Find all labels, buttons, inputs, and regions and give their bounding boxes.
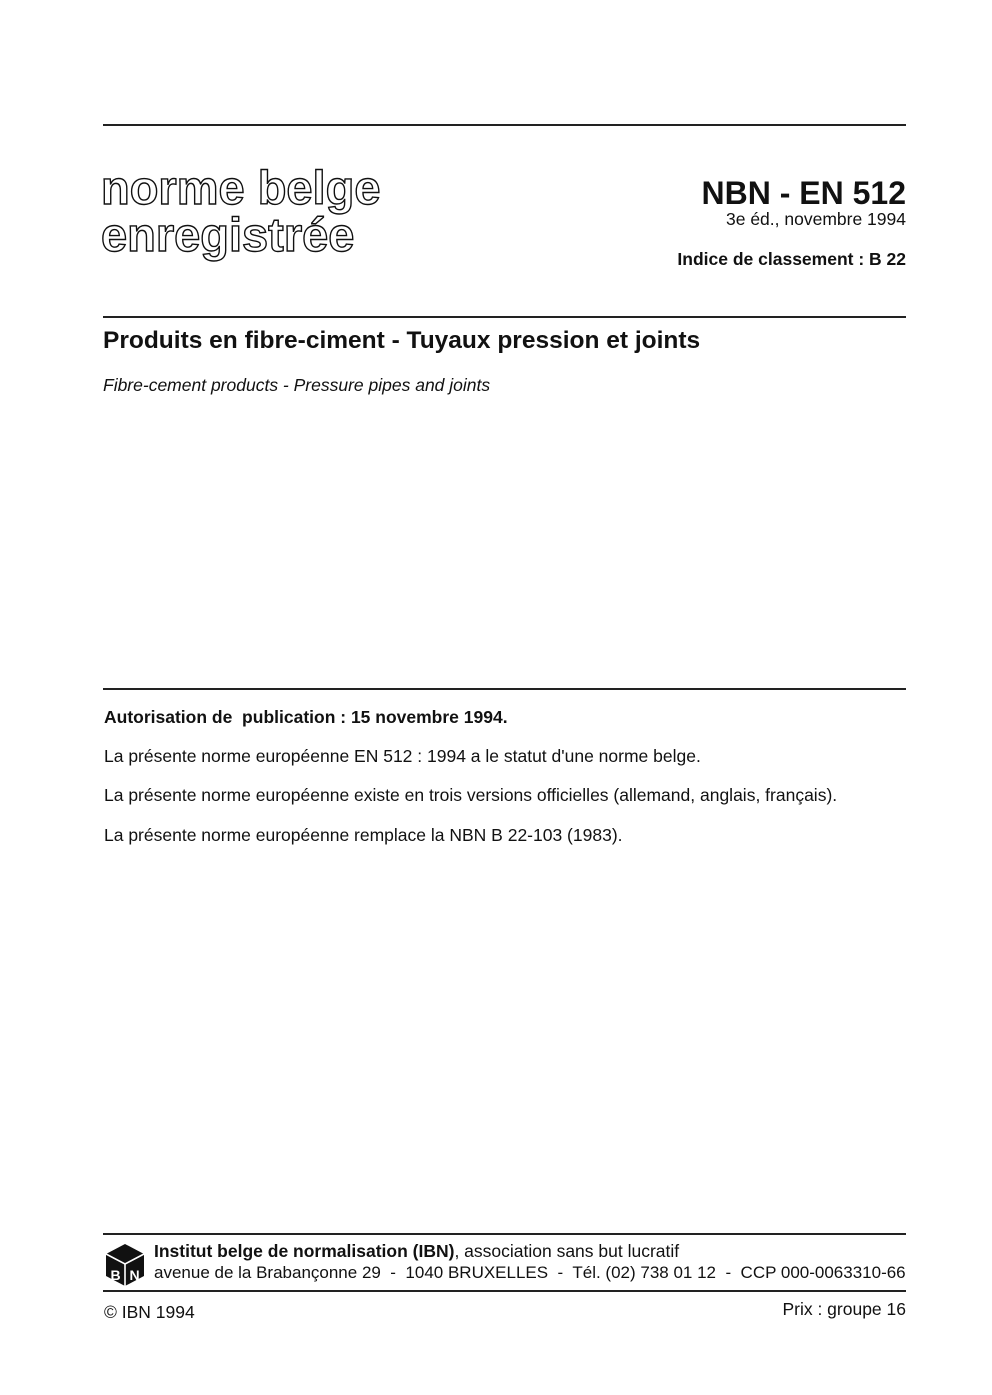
institute-line xyxy=(154,1243,679,1261)
document-title-fr: Produits en fibre-ciment - Tuyaux pression et joints xyxy=(103,327,701,354)
institute-suffix: , association sans but lucratif xyxy=(454,1241,680,1261)
institute-name: Institut belge de normalisation (IBN) xyxy=(154,1241,455,1261)
logo-letter-n: N xyxy=(129,1267,140,1283)
body-paragraph-versions: La présente norme européenne existe en trois versions officielles (allemand, anglais, français). xyxy=(104,785,838,805)
body-paragraph-replaces: La présente norme européenne remplace la NBN B 22-103 (1983). xyxy=(104,825,623,845)
price-group: Prix : groupe 16 xyxy=(782,1299,906,1319)
body-divider xyxy=(103,688,906,690)
title-divider xyxy=(103,316,906,318)
brand-title-line2: enregistrée xyxy=(101,208,355,261)
ibn-logo-icon xyxy=(104,1243,146,1287)
publication-authorization: Autorisation de publication : 15 novembre 1994. xyxy=(104,707,508,727)
document-title-en: Fibre-cement products - Pressure pipes and joints xyxy=(103,375,491,395)
institute-address: avenue de la Brabançonne 29 - 1040 BRUXELLES - Tél. (02) 738 01 12 - CCP 000-0063310-66 xyxy=(154,1263,906,1282)
logo-letter-b: B xyxy=(110,1267,121,1283)
footer-top-divider xyxy=(103,1233,906,1235)
body-paragraph-status: La présente norme européenne EN 512 : 1994 a le statut d'une norme belge. xyxy=(104,746,701,766)
brand-title-line1: norme belge xyxy=(101,161,381,214)
edition-date: 3e éd., novembre 1994 xyxy=(726,209,906,229)
copyright-notice: © IBN 1994 xyxy=(104,1302,195,1322)
standard-number: NBN - EN 512 xyxy=(701,175,906,211)
top-divider xyxy=(103,124,906,126)
footer-bottom-divider xyxy=(103,1290,906,1292)
classification-index: Indice de classement : B 22 xyxy=(677,249,906,269)
